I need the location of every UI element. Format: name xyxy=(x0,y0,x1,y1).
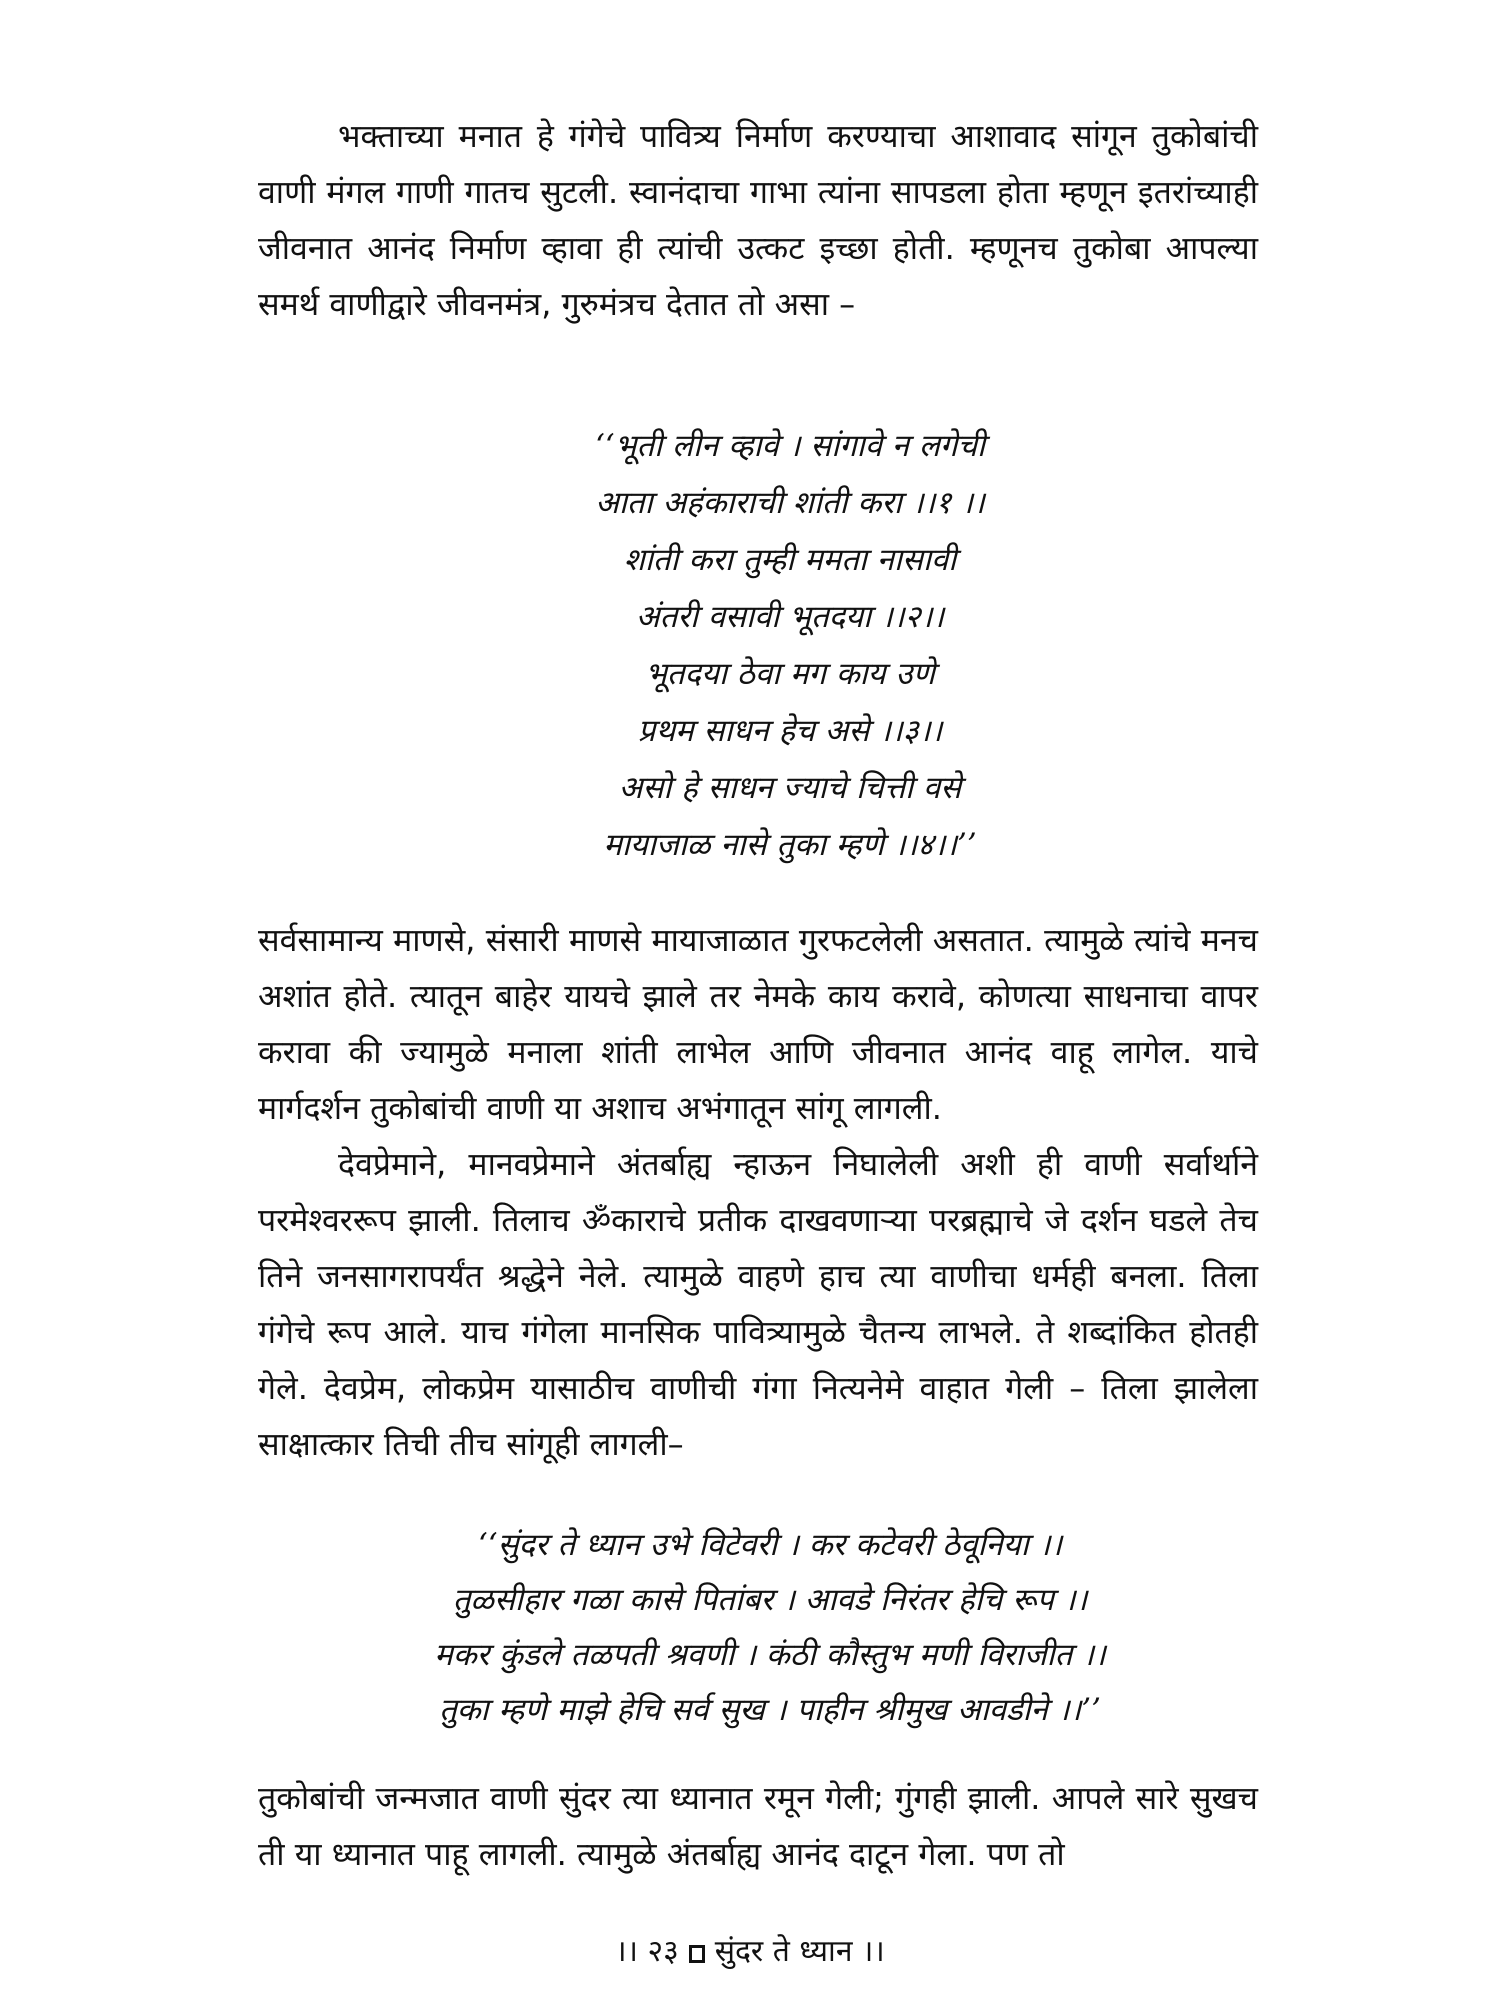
verse-line: शांती करा तुम्ही ममता नासावी xyxy=(623,542,957,578)
verse-line: ‘‘सुंदर ते ध्यान उभे विटेवरी । कर कटेवरी ठेवूनिया ।। xyxy=(477,1527,1063,1563)
paragraph-text: तुकोबांची जन्मजात वाणी सुंदर त्या ध्यानात रमून गेली; गुंगही झाली. आपले सारे सुखच ती या ध्यानात पाहू लागली. त्यामुळे अंतर्बाह्य आनंद दाटून गेला. पण तो xyxy=(258,1779,1258,1873)
paragraph-text: सर्वसामान्य माणसे, संसारी माणसे मायाजाळात गुरफटलेली असतात. त्यामुळे त्यांचे मनच अशांत होते. त्यातून बाहेर यायचे झाले तर नेमके काय करावे, कोणत्या साधनाचा वापर करावा की ज्यामुळे मनाला शांती लाभेल आणि जीवनात आनंद वाहू लागेल. याचे मार्गदर्शन तुकोबांची वाणी या अशाच अभंगातून सांगू लागली. xyxy=(258,921,1258,1127)
verse-line: तुका म्हणे माझे हेचि सर्व सुख । पाहीन श्रीमुख आवडीने ।।’’ xyxy=(439,1692,1101,1728)
abhang-verse-1 xyxy=(450,418,1130,874)
verse-line: आता अहंकाराची शांती करा ।।१ ।। xyxy=(595,485,985,521)
paragraph-text: भक्ताच्या मनात हे गंगेचे पावित्र्य निर्माण करण्याचा आशावाद सांगून तुकोबांची वाणी मंगल गाणी गातच सुटली. स्वानंदाचा गाभा त्यांना सापडला होता म्हणून इतरांच्याही जीवनात आनंद निर्माण व्हावा ही त्यांची उत्कट इच्छा होती. म्हणूनच तुकोबा आपल्या समर्थ वाणीद्वारे जीवनमंत्र, गुरुमंत्रच देतात तो असा – xyxy=(258,117,1258,323)
page-footer xyxy=(0,1932,1500,1972)
verse-line: असो हे साधन ज्याचे चित्ती वसे xyxy=(618,770,962,806)
verse-line: तुळसीहार गळा कासे पितांबर । आवडे निरंतर हेचि रूप ।। xyxy=(452,1582,1088,1618)
paragraph-body xyxy=(258,912,1258,1472)
verse-line: ‘‘भूती लीन व्हावे । सांगावे न लगेची xyxy=(594,428,986,464)
page-number: ।। २३ xyxy=(615,1934,679,1969)
verse-line: भूतदया ठेवा मग काय उणे xyxy=(645,656,935,692)
verse-line: मकर कुंडले तळपती श्रवणी । कंठी कौस्तुभ मणी विराजीत ।। xyxy=(434,1637,1106,1673)
paragraph-text: देवप्रेमाने, मानवप्रेमाने अंतर्बाह्य न्हाऊन निघालेली अशी ही वाणी सर्वार्थाने परमेश्वररूप झाली. तिलाच ॐकाराचे प्रतीक दाखवणाऱ्या परब्रह्माचे जे दर्शन घडले तेच तिने जनसागरापर्यंत श्रद्धेने नेले. त्यामुळे वाहणे हाच त्या वाणीचा धर्मही बनला. तिला गंगेचे रूप आले. याच गंगेला मानसिक पावित्र्यामुळे चैतन्य लाभले. ते शब्दांकित होतही गेले. देवप्रेम, लोकप्रेम यासाठीच वाणीची गंगा नित्यनेमे वाहात गेली – तिला झालेला साक्षात्कार तिची तीच सांगूही लागली– xyxy=(258,1145,1258,1463)
verse-line: प्रथम साधन हेच असे ।।३।। xyxy=(637,713,943,749)
square-bullet-icon xyxy=(689,1945,705,1963)
verse-line: अंतरी वसावी भूतदया ।।२।। xyxy=(635,599,945,635)
paragraph-closing xyxy=(258,1770,1258,1882)
verse-line: मायाजाळ नासे तुका म्हणे ।।४।।’’ xyxy=(603,827,977,863)
abhang-verse-2 xyxy=(300,1518,1240,1738)
running-title: सुंदर ते ध्यान ।। xyxy=(714,1934,885,1969)
paragraph-intro xyxy=(258,108,1258,332)
